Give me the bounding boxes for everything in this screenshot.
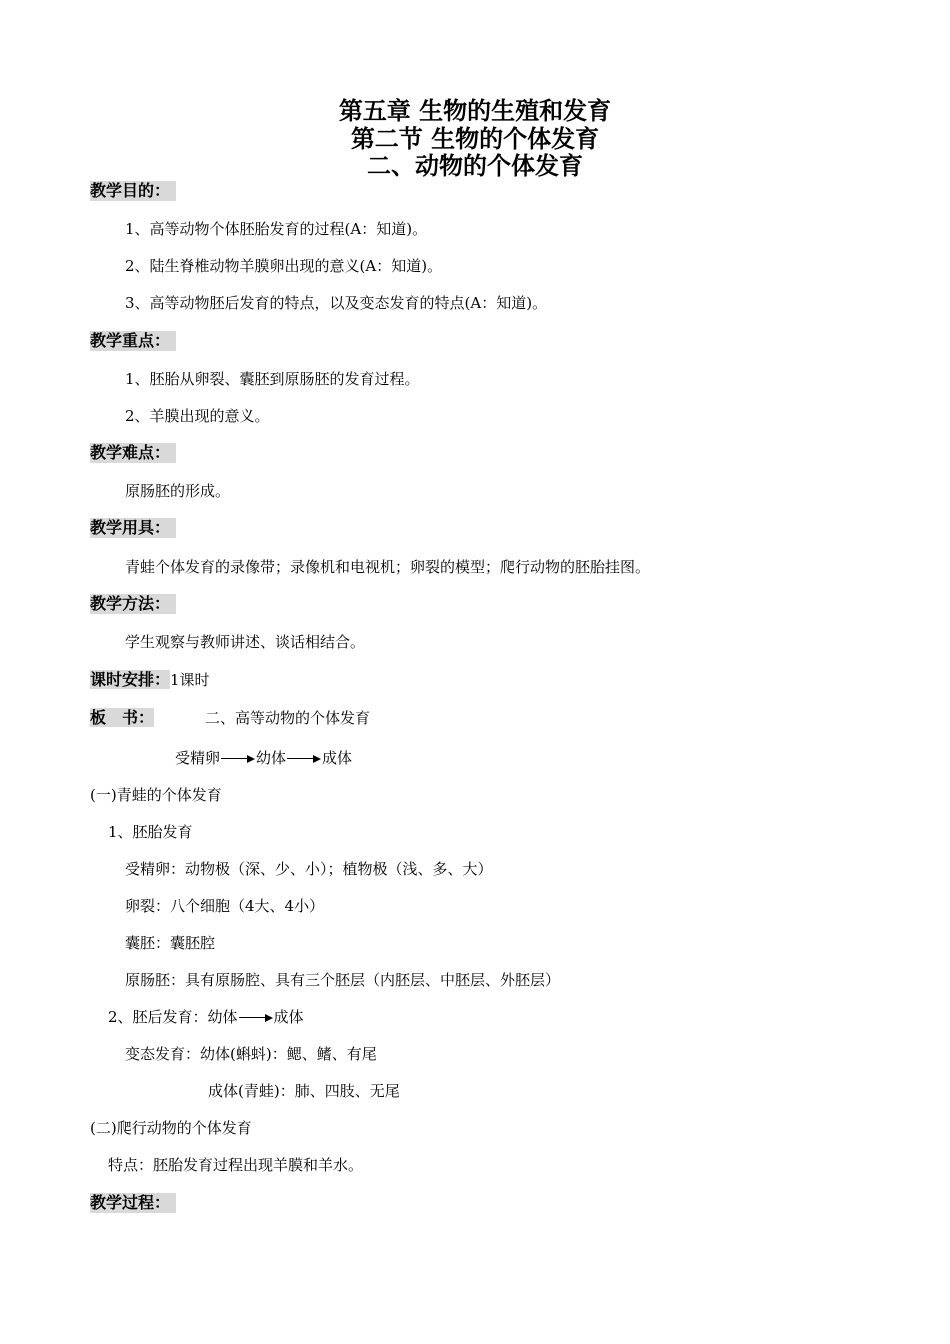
development-flow [175,748,352,768]
key-point-item-2: 2、羊膜出现的意义。 [125,407,270,425]
schedule-heading: 课时安排： [90,670,171,689]
methods-heading: 教学方法： [90,594,176,614]
board-heading-row [90,708,154,728]
objectives-heading: 教学目的： [90,181,176,201]
arrow-icon [287,748,321,768]
difficulty-item-1: 原肠胚的形成。 [125,482,231,500]
frog-section: (一)青蛙的个体发育 [90,786,222,804]
flow-fertilized-egg: 受精卵 [175,749,221,767]
chapter-title: 第五章 生物的生殖和发育 [338,96,612,125]
arrow-icon [239,1007,273,1027]
key-points-heading: 教学重点： [90,331,176,351]
reptile-section: (二)爬行动物的个体发育 [90,1119,252,1137]
schedule-value: 1课时 [170,671,210,689]
board-title: 二、高等动物的个体发育 [205,709,371,727]
difficulties-heading: 教学难点： [90,443,176,463]
objective-item-2: 2、陆生脊椎动物羊膜卵出现的意义(A：知道)。 [125,257,443,275]
tools-item-1: 青蛙个体发育的录像带；录像机和电视机；卵裂的模型；爬行动物的胚胎挂图。 [125,558,651,576]
flow-larva: 幼体 [256,749,287,767]
objective-item-1: 1、高等动物个体胚胎发育的过程(A：知道)。 [125,220,428,238]
gastrula-line: 原肠胚：具有原肠腔、具有三个胚层（内胚层、中胚层、外胚层） [125,971,561,989]
key-point-item-1: 1、胚胎从卵裂、囊胚到原肠胚的发育过程。 [125,370,420,388]
subsection-title: 二、动物的个体发育 [367,151,583,180]
fertilized-egg-line: 受精卵：动物极（深、少、小）；植物极（浅、多、大） [125,860,493,878]
arrow-icon [221,748,255,768]
section-title: 第二节 生物的个体发育 [350,124,600,153]
embryo-development: 1、胚胎发育 [108,823,193,841]
flow-adult: 成体 [322,749,353,767]
tools-heading: 教学用具： [90,518,176,538]
blastula-line: 囊胚：囊胚腔 [125,934,216,952]
methods-item-1: 学生观察与教师讲述、谈话相结合。 [125,633,366,651]
adult-line: 成体(青蛙)：肺、四肢、无尾 [208,1082,400,1100]
cleavage-line: 卵裂：八个细胞（4大、4小） [125,897,325,915]
schedule-row [90,670,210,690]
postembryo-line [108,1007,304,1027]
metamorphosis-line: 变态发育：幼体(蝌蚪)：鳃、鳍、有尾 [125,1045,377,1063]
reptile-feature: 特点：胚胎发育过程出现羊膜和羊水。 [108,1156,364,1174]
postembryo-prefix: 2、胚后发育：幼体 [108,1008,238,1026]
objective-item-3: 3、高等动物胚后发育的特点，以及变态发育的特点(A：知道)。 [125,294,548,312]
postembryo-suffix: 成体 [273,1008,304,1026]
board-heading: 板 书： [90,708,155,727]
process-heading: 教学过程： [90,1193,176,1213]
